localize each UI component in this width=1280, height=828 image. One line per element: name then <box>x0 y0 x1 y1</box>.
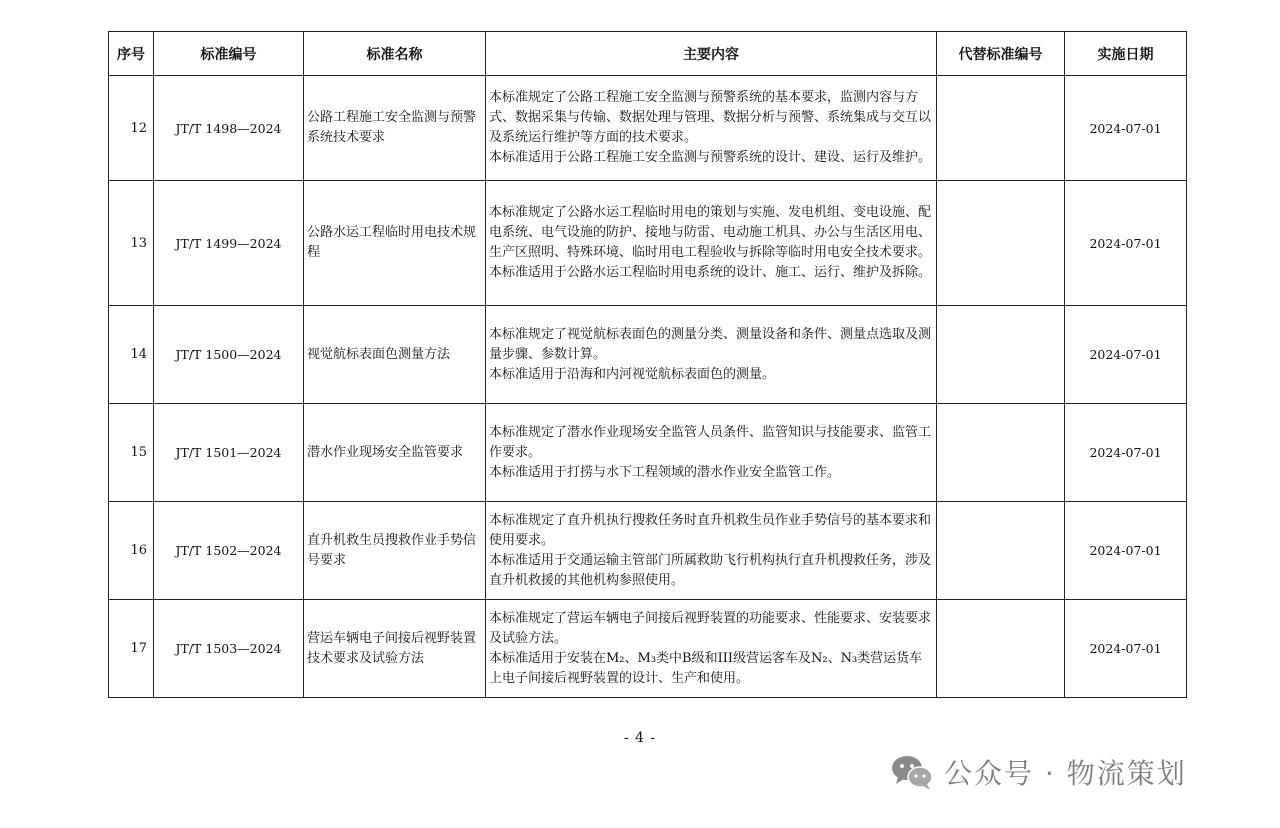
header-effective-date: 实施日期 <box>1065 32 1187 76</box>
content-applicability: 本标准适用于交通运输主管部门所属救助飞行机构执行直升机搜救任务，涉及直升机救援的其他机构参照使用。 <box>489 552 932 588</box>
row-main-content <box>486 306 937 404</box>
content-scope: 本标准规定了公路水运工程临时用电的策划与实施、发电机组、变电设施、配电系统、电气设施的防护、接地与防雷、电动施工机具、办公与生活区用电、生产区照明、特殊环境、临时用电工程验收与拆除等临时用电安全技术要求。 <box>489 205 932 260</box>
content-applicability: 本标准适用于打捞与水下工程领域的潜水作业安全监管工作。 <box>489 464 841 480</box>
content-scope: 本标准规定了直升机执行搜救任务时直升机救生员作业手势信号的基本要求和使用要求。 <box>489 512 932 548</box>
row-standard-code: JT/T 1499—2024 <box>154 181 304 306</box>
row-effective-date: 2024-07-01 <box>1065 76 1187 181</box>
content-scope: 本标准规定了视觉航标表面色的测量分类、测量设备和条件、测量点选取及测量步骤、参数计算。 <box>489 326 932 362</box>
row-serial-no: 12 <box>109 76 154 181</box>
content-scope: 本标准规定了公路工程施工安全监测与预警系统的基本要求，监测内容与方式、数据采集与传输、数据处理与管理、数据分析与预警、系统集成与交互以及系统运行维护等方面的技术要求。 <box>489 90 932 145</box>
header-standard-code: 标准编号 <box>154 32 304 76</box>
row-effective-date: 2024-07-01 <box>1065 181 1187 306</box>
watermark-text: 公众号 · 物流策划 <box>944 757 1187 790</box>
row-replaced-code <box>937 76 1065 181</box>
row-standard-name: 营运车辆电子间接后视野装置技术要求及试验方法 <box>304 600 486 698</box>
row-standard-code: JT/T 1501—2024 <box>154 404 304 502</box>
table-row <box>109 306 1187 404</box>
row-serial-no: 17 <box>109 600 154 698</box>
row-main-content <box>486 502 937 600</box>
header-serial-no: 序号 <box>109 32 154 76</box>
row-standard-name: 直升机救生员搜救作业手势信号要求 <box>304 502 486 600</box>
header-replaced-code: 代替标准编号 <box>937 32 1065 76</box>
row-main-content <box>486 181 937 306</box>
row-standard-name: 视觉航标表面色测量方法 <box>304 306 486 404</box>
row-replaced-code <box>937 502 1065 600</box>
content-scope: 本标准规定了营运车辆电子间接后视野装置的功能要求、性能要求、安装要求及试验方法。 <box>489 610 932 646</box>
row-standard-name: 公路工程施工安全监测与预警系统技术要求 <box>304 76 486 181</box>
header-standard-name: 标准名称 <box>304 32 486 76</box>
table-row <box>109 76 1187 181</box>
row-standard-name: 潜水作业现场安全监管要求 <box>304 404 486 502</box>
row-standard-code: JT/T 1502—2024 <box>154 502 304 600</box>
row-main-content <box>486 600 937 698</box>
content-applicability: 本标准适用于安装在M₂、M₃类中B级和III级营运客车及N₂、N₃类营运货车上电子间接后视野装置的设计、生产和使用。 <box>489 650 923 686</box>
table-row <box>109 181 1187 306</box>
table-row <box>109 404 1187 502</box>
table-row <box>109 600 1187 698</box>
row-effective-date: 2024-07-01 <box>1065 404 1187 502</box>
row-main-content <box>486 76 937 181</box>
watermark <box>890 752 1187 792</box>
row-standard-code: JT/T 1500—2024 <box>154 306 304 404</box>
row-replaced-code <box>937 600 1065 698</box>
content-scope: 本标准规定了潜水作业现场安全监管人员条件、监管知识与技能要求、监管工作要求。 <box>489 424 932 460</box>
table-header-row <box>109 32 1187 76</box>
row-effective-date: 2024-07-01 <box>1065 502 1187 600</box>
row-standard-code: JT/T 1503—2024 <box>154 600 304 698</box>
row-serial-no: 15 <box>109 404 154 502</box>
wechat-icon <box>890 752 936 792</box>
row-standard-name: 公路水运工程临时用电技术规程 <box>304 181 486 306</box>
row-standard-code: JT/T 1498—2024 <box>154 76 304 181</box>
row-replaced-code <box>937 306 1065 404</box>
row-serial-no: 16 <box>109 502 154 600</box>
row-effective-date: 2024-07-01 <box>1065 600 1187 698</box>
content-applicability: 本标准适用于公路水运工程临时用电系统的设计、施工、运行、维护及拆除。 <box>489 265 932 280</box>
header-main-content: 主要内容 <box>486 32 937 76</box>
row-effective-date: 2024-07-01 <box>1065 306 1187 404</box>
row-replaced-code <box>937 181 1065 306</box>
content-applicability: 本标准适用于沿海和内河视觉航标表面色的测量。 <box>489 366 776 382</box>
row-serial-no: 13 <box>109 181 154 306</box>
standards-table <box>108 31 1187 698</box>
table-row <box>109 502 1187 600</box>
row-main-content <box>486 404 937 502</box>
row-replaced-code <box>937 404 1065 502</box>
page-number: - 4 - <box>623 730 657 746</box>
row-serial-no: 14 <box>109 306 154 404</box>
content-applicability: 本标准适用于公路工程施工安全监测与预警系统的设计、建设、运行及维护。 <box>489 150 932 165</box>
